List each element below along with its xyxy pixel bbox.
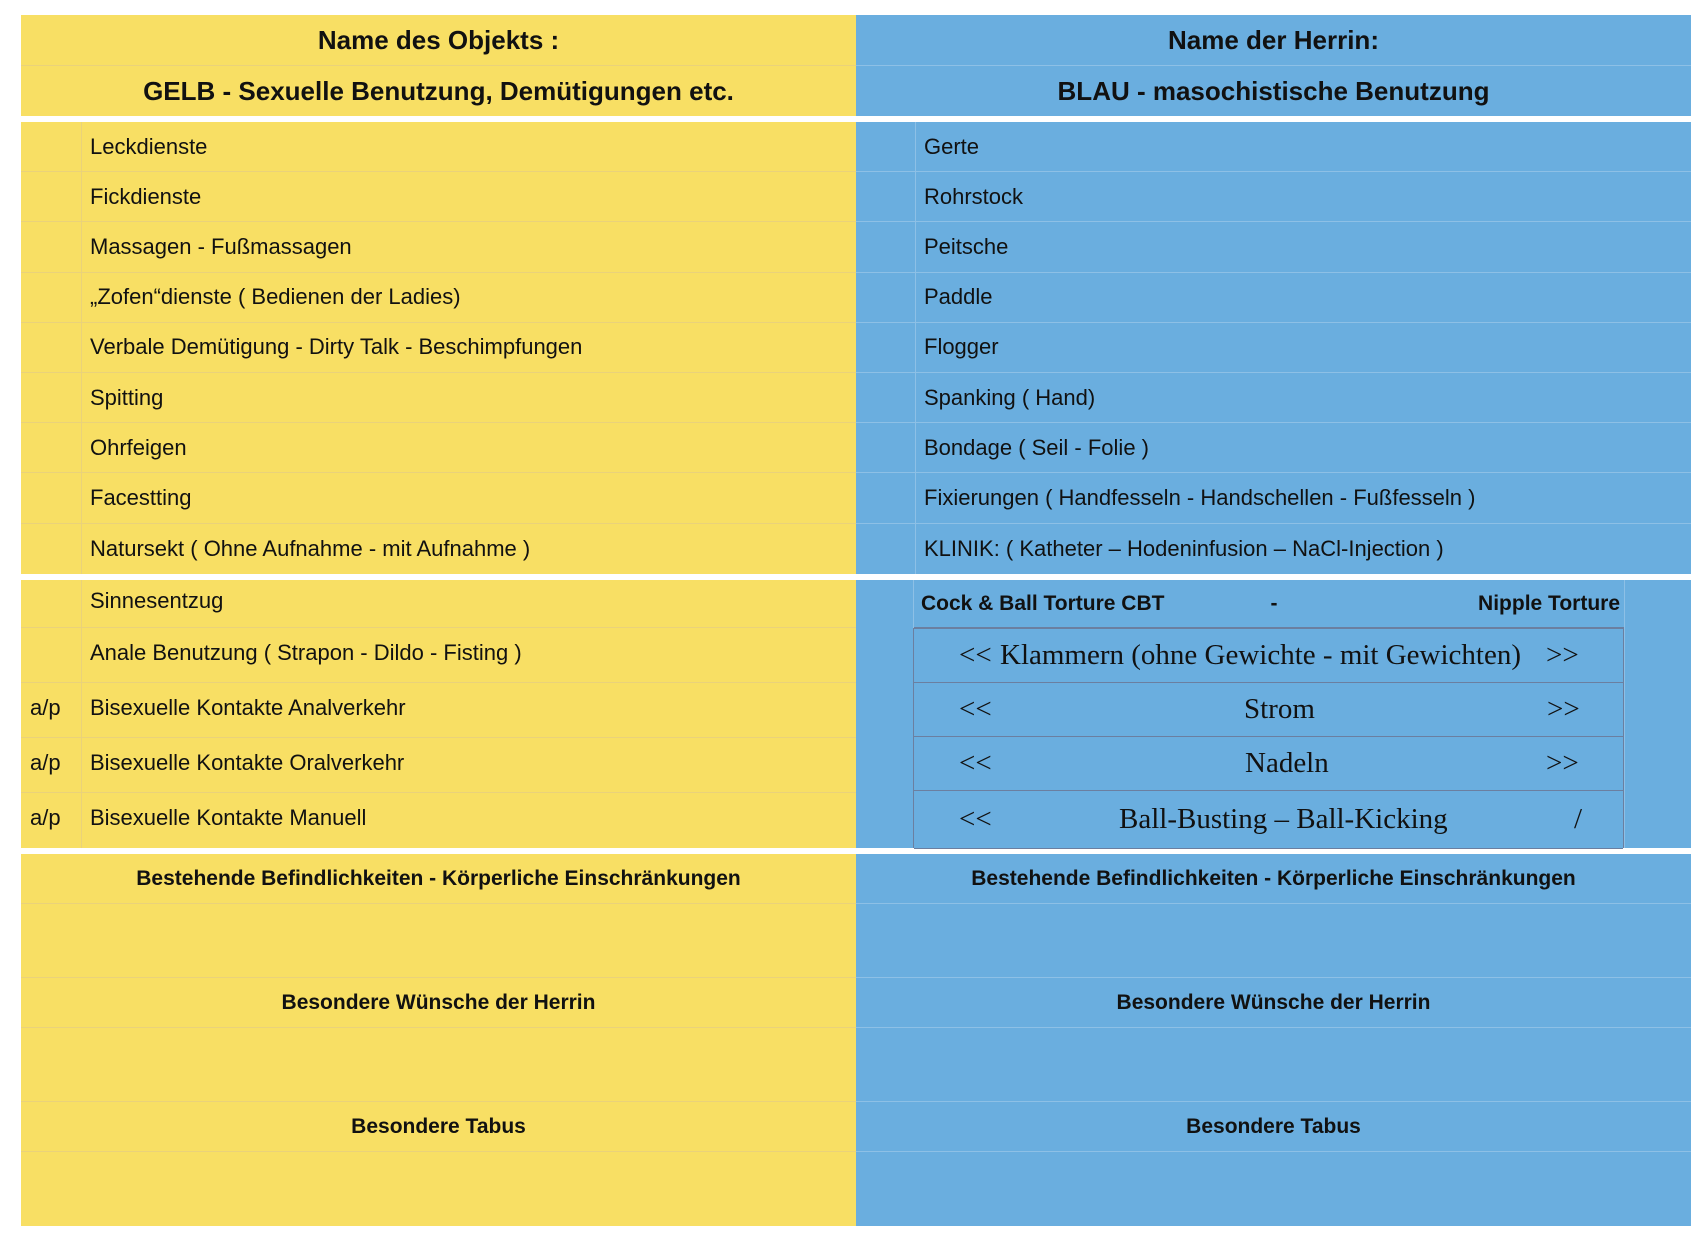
box-close: / (1574, 803, 1583, 835)
item-right-label: Spanking ( Hand) (924, 384, 1096, 410)
right-title: Name der Herrin: (856, 15, 1691, 65)
item2-left-5 (21, 793, 856, 848)
item2-left-2 (21, 628, 856, 683)
wuensche-heading-left: Besondere Wünsche der Herrin (21, 978, 856, 1028)
wuensche-field-left[interactable] (21, 1028, 856, 1102)
box-open: << (959, 693, 992, 725)
befindlichkeiten-field-left[interactable] (21, 904, 856, 978)
item-right-label: Flogger (924, 334, 999, 360)
tabus-field-right[interactable] (856, 1152, 1691, 1226)
item-left-9 (21, 524, 856, 574)
ap-mark: a/p (30, 749, 61, 775)
box-close: >> (1546, 747, 1579, 779)
box-open: << (959, 747, 992, 779)
item-left-label: Natursekt ( Ohne Aufnahme - mit Aufnahme ) (90, 535, 531, 561)
box-text-klammern: Klammern (ohne Gewichte - mit Gewichten) (1000, 639, 1522, 671)
right-subtitle: BLAU - masochistische Benutzung (856, 66, 1691, 116)
befindlichkeiten-heading-left: Bestehende Befindlichkeiten - Körperliche Einschränkungen (21, 854, 856, 904)
left-title: Name des Objekts : (21, 15, 856, 65)
tabus-heading-left: Besondere Tabus (21, 1102, 856, 1152)
item-right-7 (856, 423, 1691, 473)
box-text-nadeln: Nadeln (1245, 747, 1329, 779)
item2-left-label: Bisexuelle Kontakte Oralverkehr (90, 749, 405, 775)
ap-mark: a/p (30, 694, 61, 720)
item-right-2 (856, 172, 1691, 222)
item-right-label: Bondage ( Seil - Folie ) (924, 434, 1149, 460)
item-left-label: Fickdienste (90, 183, 202, 209)
item-right-5 (856, 323, 1691, 373)
item2-left-label: Bisexuelle Kontakte Manuell (90, 804, 367, 830)
item2-left-label: Anale Benutzung ( Strapon - Dildo - Fisting ) (90, 639, 522, 665)
item-left-5 (21, 323, 856, 373)
item-left-4 (21, 273, 856, 323)
box-text-ballbusting: Ball-Busting – Ball-Kicking (1119, 803, 1448, 835)
torture-box-group (913, 628, 1624, 848)
item-left-label: „Zofen“dienste ( Bedienen der Ladies) (90, 284, 461, 310)
item-left-1 (21, 122, 856, 172)
item2-left-1 (21, 580, 856, 628)
befindlichkeiten-field-right[interactable] (856, 904, 1691, 978)
tabus-field-left[interactable] (21, 1152, 856, 1226)
tabus-heading-right: Besondere Tabus (856, 1102, 1691, 1152)
item-right-9 (856, 524, 1691, 574)
item-right-label: Rohrstock (924, 183, 1024, 209)
cbt-dash: - (1270, 592, 1278, 615)
item-right-3 (856, 222, 1691, 272)
ap-mark: a/p (30, 804, 61, 830)
item-right-6 (856, 373, 1691, 423)
item-left-7 (21, 423, 856, 473)
item-left-3 (21, 222, 856, 272)
box-text-strom: Strom (1244, 693, 1315, 725)
item-left-8 (21, 473, 856, 523)
nipple-torture-label: Nipple Torture (1478, 592, 1620, 615)
befindlichkeiten-heading-right: Bestehende Befindlichkeiten - Körperliche Einschränkungen (856, 854, 1691, 904)
item-right-1 (856, 122, 1691, 172)
wuensche-field-right[interactable] (856, 1028, 1691, 1102)
item2-left-4 (21, 738, 856, 793)
item-left-label: Leckdienste (90, 133, 208, 159)
box-row-ballbusting (914, 791, 1623, 849)
box-row-strom (914, 683, 1623, 737)
item-left-label: Ohrfeigen (90, 434, 187, 460)
item-right-label: Paddle (924, 284, 993, 310)
left-subtitle: GELB - Sexuelle Benutzung, Demütigungen etc. (21, 66, 856, 116)
item-right-label: KLINIK: ( Katheter – Hodeninfusion – NaCl-Injection ) (924, 535, 1444, 561)
item-left-label: Spitting (90, 384, 164, 410)
box-open: << (959, 803, 992, 835)
item-right-8 (856, 473, 1691, 523)
item-right-label: Gerte (924, 133, 980, 159)
item-right-label: Fixierungen ( Handfesseln - Handschellen - Fußfesseln ) (924, 484, 1476, 510)
item-left-6 (21, 373, 856, 423)
item-right-4 (856, 273, 1691, 323)
box-close: >> (1546, 639, 1579, 671)
box-open: << (959, 639, 992, 671)
item2-left-label: Sinnesentzug (90, 588, 224, 613)
wuensche-heading-right: Besondere Wünsche der Herrin (856, 978, 1691, 1028)
item-right-label: Peitsche (924, 233, 1009, 259)
item2-left-label: Bisexuelle Kontakte Analverkehr (90, 694, 406, 720)
box-row-nadeln (914, 737, 1623, 791)
box-close: >> (1547, 693, 1580, 725)
item-left-2 (21, 172, 856, 222)
item-left-label: Massagen - Fußmassagen (90, 233, 352, 259)
item-left-label: Facestting (90, 484, 192, 510)
box-row-klammern (914, 629, 1623, 683)
item2-left-3 (21, 683, 856, 738)
item-left-label: Verbale Demütigung - Dirty Talk - Beschimpfungen (90, 334, 583, 360)
cbt-label: Cock & Ball Torture CBT (921, 592, 1165, 615)
